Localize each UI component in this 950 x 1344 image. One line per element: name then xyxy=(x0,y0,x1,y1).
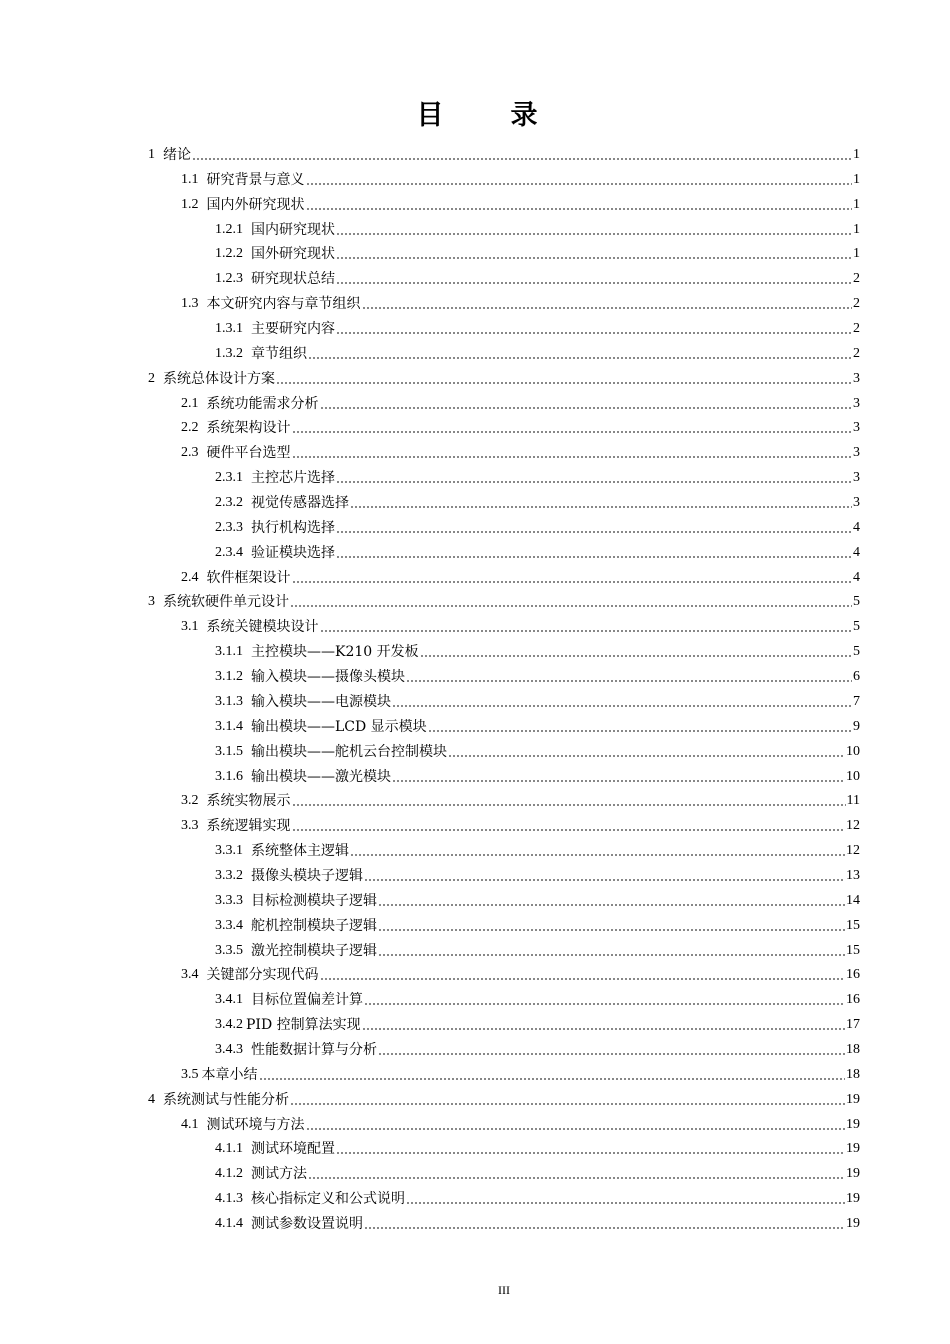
toc-entry-number: 2.3.1 xyxy=(215,470,243,486)
toc-entry-number: 2.3 xyxy=(181,445,199,461)
toc-entry-title: PID 控制算法实现 xyxy=(246,1017,361,1034)
toc-entry-title: 测试方法 xyxy=(251,1166,307,1183)
toc-entry-title: 执行机构选择 xyxy=(251,519,335,536)
toc-leader-dots xyxy=(364,992,845,1006)
toc-entry-number: 3.1.3 xyxy=(215,693,243,709)
toc-leader-dots xyxy=(420,644,852,658)
toc-leader-dots xyxy=(320,619,853,633)
toc-entry[interactable] xyxy=(215,1185,860,1209)
toc-entry[interactable] xyxy=(181,166,860,190)
toc-leader-dots xyxy=(336,222,852,236)
toc-leader-dots xyxy=(292,420,853,434)
toc-leader-dots xyxy=(276,371,852,385)
toc-entry-number: 1.3.2 xyxy=(215,345,243,361)
toc-entry-title: 关键部分实现代码 xyxy=(206,967,319,984)
toc-entry-number: 3.3 xyxy=(181,818,199,834)
toc-leader-dots xyxy=(350,495,852,509)
toc-entry-number: 3.1.2 xyxy=(215,669,243,685)
toc-entry[interactable] xyxy=(215,837,860,861)
toc-entry[interactable] xyxy=(215,887,860,911)
toc-entry-title: 摄像头模块子逻辑 xyxy=(251,867,363,884)
toc-entry[interactable] xyxy=(215,1210,860,1234)
toc-leader-dots xyxy=(378,943,845,957)
toc-entry-title: 研究背景与意义 xyxy=(206,171,305,188)
toc-entry-title: 研究现状总结 xyxy=(251,271,335,288)
toc-entry-number: 3.4.1 xyxy=(215,992,243,1008)
toc-entry-number: 2.1 xyxy=(181,395,199,411)
toc-entry[interactable] xyxy=(148,588,860,612)
toc-entry-number: 2 xyxy=(148,370,155,386)
toc-entry-title: 绪论 xyxy=(163,147,191,163)
toc-entry-page: 2 xyxy=(853,296,860,312)
toc-leader-dots xyxy=(336,470,852,484)
toc-entry-title: 输入模块——电源模块 xyxy=(251,693,391,710)
toc-leader-dots xyxy=(308,346,852,360)
toc-entry-page: 1 xyxy=(853,196,860,212)
toc-entry-number: 3.1.5 xyxy=(215,743,243,759)
toc-leader-dots xyxy=(350,843,845,857)
toc-entry-number: 1.1 xyxy=(181,171,199,187)
page-title: 目 录 xyxy=(416,100,558,131)
toc-leader-dots xyxy=(378,893,845,907)
toc-entry-title: 系统架构设计 xyxy=(206,420,291,437)
toc-entry-page: 3 xyxy=(853,370,860,386)
toc-entry-page: 3 xyxy=(853,395,860,411)
toc-entry-page: 19 xyxy=(846,1116,860,1132)
toc-entry[interactable] xyxy=(181,414,860,438)
toc-entry-page: 3 xyxy=(853,420,860,436)
toc-entry[interactable] xyxy=(215,489,860,513)
toc-entry-number: 3.1 xyxy=(181,619,199,635)
toc-entry-number: 1.2.3 xyxy=(215,271,243,287)
toc-entry-page: 5 xyxy=(853,619,860,635)
toc-entry-page: 19 xyxy=(846,1215,860,1231)
toc-entry[interactable] xyxy=(181,290,860,314)
toc-entry-page: 12 xyxy=(846,843,860,859)
toc-entry-page: 13 xyxy=(846,867,860,883)
toc-entry-number: 3.3.5 xyxy=(215,942,243,958)
toc-leader-dots xyxy=(362,1017,845,1031)
toc-leader-dots xyxy=(336,545,852,559)
toc-entry-number: 1.2 xyxy=(181,196,199,212)
toc-entry-number: 1.3.1 xyxy=(215,321,243,337)
toc-entry-number: 3.1.1 xyxy=(215,644,243,660)
toc-entry-page: 16 xyxy=(846,967,860,983)
toc-entry-title: 系统关键模块设计 xyxy=(206,619,319,636)
toc-entry-number: 1.3 xyxy=(181,296,199,312)
toc-leader-dots xyxy=(192,147,852,161)
toc-entry[interactable] xyxy=(181,1111,860,1135)
toc-entry-number: 3.1.6 xyxy=(215,768,243,784)
toc-entry-title: 系统整体主逻辑 xyxy=(251,843,349,860)
toc-entry[interactable] xyxy=(215,1011,860,1035)
toc-leader-dots xyxy=(290,594,852,608)
toc-entry-title: 国内研究现状 xyxy=(251,221,335,238)
toc-leader-dots xyxy=(336,520,852,534)
toc-entry-title: 本文研究内容与章节组织 xyxy=(206,296,361,313)
toc-entry-page: 4 xyxy=(853,569,860,585)
toc-entry[interactable] xyxy=(215,240,860,264)
toc-entry[interactable] xyxy=(215,862,860,886)
toc-entry-page: 3 xyxy=(853,470,860,486)
toc-entry-number: 2.4 xyxy=(181,569,199,585)
toc-entry[interactable] xyxy=(181,961,860,985)
toc-entry[interactable] xyxy=(215,638,860,662)
toc-entry-page: 1 xyxy=(853,171,860,187)
toc-entry[interactable] xyxy=(181,1061,860,1085)
toc-entry-page: 10 xyxy=(846,743,860,759)
toc-entry-number: 3.4.2 xyxy=(215,1017,243,1033)
toc-entry-page: 7 xyxy=(853,693,860,709)
toc-leader-dots xyxy=(308,1166,845,1180)
toc-entry-page: 19 xyxy=(846,1141,860,1157)
toc-entry-number: 2.3.4 xyxy=(215,544,243,560)
toc-entry[interactable] xyxy=(148,365,860,389)
toc-leader-dots xyxy=(292,818,846,832)
toc-entry-number: 4.1.4 xyxy=(215,1215,243,1231)
toc-entry-title: 测试环境与方法 xyxy=(206,1116,305,1133)
toc-leader-dots xyxy=(336,1141,845,1155)
toc-leader-dots xyxy=(292,445,853,459)
toc-leader-dots xyxy=(336,271,852,285)
toc-leader-dots xyxy=(306,1117,846,1131)
toc-entry[interactable] xyxy=(148,1086,860,1110)
toc-entry-title: 硬件平台选型 xyxy=(206,445,291,462)
toc-entry-page: 4 xyxy=(853,519,860,535)
toc-entry[interactable] xyxy=(215,265,860,289)
toc-entry-title: 目标位置偏差计算 xyxy=(251,992,363,1009)
toc-entry[interactable] xyxy=(181,812,860,836)
toc-leader-dots xyxy=(306,197,853,211)
toc-entry-number: 3.3.4 xyxy=(215,917,243,933)
toc-entry-page: 18 xyxy=(846,1066,860,1082)
toc-leader-dots xyxy=(259,1067,846,1081)
toc-entry-page: 19 xyxy=(846,1191,860,1207)
toc-entry-title: 核心指标定义和公式说明 xyxy=(251,1191,405,1208)
toc-entry[interactable] xyxy=(181,390,860,414)
toc-entry-page: 3 xyxy=(853,495,860,511)
toc-entry-number: 3.3.3 xyxy=(215,892,243,908)
toc-entry-title: 舵机控制模块子逻辑 xyxy=(251,917,377,934)
toc-entry-page: 15 xyxy=(846,942,860,958)
toc-entry-page: 10 xyxy=(846,768,860,784)
toc-entry-page: 1 xyxy=(853,246,860,262)
toc-leader-dots xyxy=(378,1042,845,1056)
toc-entry[interactable] xyxy=(215,216,860,240)
toc-entry-page: 14 xyxy=(846,892,860,908)
toc-leader-dots xyxy=(362,296,853,310)
toc-entry-title: 本章小结 xyxy=(201,1066,258,1083)
toc-entry-number: 4.1.3 xyxy=(215,1191,243,1207)
toc-entry[interactable] xyxy=(215,1160,860,1184)
toc-entry-title: 视觉传感器选择 xyxy=(251,495,349,512)
toc-entry-number: 2.2 xyxy=(181,420,199,436)
toc-entry[interactable] xyxy=(215,937,860,961)
toc-leader-dots xyxy=(392,769,845,783)
toc-entry[interactable] xyxy=(215,514,860,538)
toc-entry[interactable] xyxy=(215,539,860,563)
toc-entry[interactable] xyxy=(148,141,860,165)
toc-entry-page: 4 xyxy=(853,544,860,560)
toc-entry-title: 系统软硬件单元设计 xyxy=(163,594,289,611)
toc-entry-page: 2 xyxy=(853,271,860,287)
toc-entry-number: 4 xyxy=(148,1091,155,1107)
toc-entry-page: 15 xyxy=(846,917,860,933)
toc-entry-title: 测试环境配置 xyxy=(251,1141,335,1158)
toc-entry-page: 19 xyxy=(846,1166,860,1182)
toc-entry[interactable] xyxy=(215,315,860,339)
toc-leader-dots xyxy=(320,396,853,410)
toc-entry-number: 3.1.4 xyxy=(215,718,243,734)
toc-entry-page: 11 xyxy=(846,793,860,809)
toc-entry-page: 5 xyxy=(853,644,860,660)
toc-entry-title: 验证模块选择 xyxy=(251,544,335,561)
toc-entry[interactable] xyxy=(181,613,860,637)
toc-leader-dots xyxy=(292,570,853,584)
toc-entry-title: 输出模块——舵机云台控制模块 xyxy=(251,743,447,760)
toc-entry-page: 2 xyxy=(853,345,860,361)
toc-leader-dots xyxy=(320,967,846,981)
toc-leader-dots xyxy=(292,793,846,807)
toc-entry-title: 国外研究现状 xyxy=(251,246,335,263)
toc-entry-number: 1.2.1 xyxy=(215,221,243,237)
toc-entry-title: 国内外研究现状 xyxy=(206,196,305,213)
toc-entry[interactable] xyxy=(215,986,860,1010)
toc-entry-page: 17 xyxy=(846,1017,860,1033)
toc-entry-number: 1 xyxy=(148,147,155,162)
toc-entry-page: 9 xyxy=(853,718,860,734)
toc-entry[interactable] xyxy=(181,787,860,811)
toc-entry-number: 1.2.2 xyxy=(215,246,243,262)
toc-entry-number: 3.3.1 xyxy=(215,843,243,859)
toc-entry-number: 4.1.2 xyxy=(215,1166,243,1182)
toc-entry[interactable] xyxy=(181,439,860,463)
toc-leader-dots xyxy=(364,868,845,882)
toc-entry-title: 激光控制模块子逻辑 xyxy=(251,942,377,959)
toc-leader-dots xyxy=(448,744,845,758)
toc-entry-title: 主控模块——K210 开发板 xyxy=(251,644,419,661)
toc-leader-dots xyxy=(306,172,853,186)
toc-entry-page: 1 xyxy=(853,147,860,162)
toc-entry-number: 3.4 xyxy=(181,967,199,983)
toc-entry-title: 主要研究内容 xyxy=(251,321,335,338)
toc-entry-title: 目标检测模块子逻辑 xyxy=(251,892,377,909)
toc-entry-title: 系统逻辑实现 xyxy=(206,818,291,835)
toc-entry[interactable] xyxy=(215,340,860,364)
toc-entry-title: 系统总体设计方案 xyxy=(163,370,275,387)
toc-entry-number: 3 xyxy=(148,594,155,610)
toc-entry-title: 系统实物展示 xyxy=(206,793,291,810)
toc-entry-number: 3.4.3 xyxy=(215,1041,243,1057)
toc-entry-title: 主控芯片选择 xyxy=(251,470,335,487)
toc-entry-page: 18 xyxy=(846,1041,860,1057)
toc-entry-title: 章节组织 xyxy=(251,345,307,362)
toc-entry-number: 4.1.1 xyxy=(215,1141,243,1157)
toc-entry[interactable] xyxy=(215,912,860,936)
toc-leader-dots xyxy=(392,694,852,708)
toc-leader-dots xyxy=(290,1092,845,1106)
toc-entry[interactable] xyxy=(215,464,860,488)
toc-entry-title: 软件框架设计 xyxy=(206,569,291,586)
toc-entry-title: 输入模块——摄像头模块 xyxy=(251,669,405,686)
toc-entry-page: 3 xyxy=(853,445,860,461)
toc-leader-dots xyxy=(364,1216,845,1230)
toc-entry[interactable] xyxy=(215,663,860,687)
toc-entry[interactable] xyxy=(181,564,860,588)
toc-leader-dots xyxy=(336,246,852,260)
toc-entry-number: 3.2 xyxy=(181,793,199,809)
toc-entry-number: 3.3.2 xyxy=(215,867,243,883)
toc-entry-title: 性能数据计算与分析 xyxy=(251,1041,377,1058)
toc-entry-page: 2 xyxy=(853,321,860,337)
toc-entry-title: 测试参数设置说明 xyxy=(251,1215,363,1232)
toc-entry-number: 2.3.3 xyxy=(215,519,243,535)
toc-entry-page: 6 xyxy=(853,669,860,685)
toc-entry-page: 1 xyxy=(853,221,860,237)
toc-entry-title: 输出模块——LCD 显示模块 xyxy=(251,718,427,735)
toc-entry-number: 3.5 xyxy=(181,1066,199,1082)
toc-entry-title: 系统功能需求分析 xyxy=(206,395,319,412)
toc-leader-dots xyxy=(336,321,852,335)
toc-entry[interactable] xyxy=(215,1135,860,1159)
toc-entry[interactable] xyxy=(181,191,860,215)
toc-entry-title: 输出模块——激光模块 xyxy=(251,768,391,785)
toc-leader-dots xyxy=(378,918,845,932)
toc-entry-page: 16 xyxy=(846,992,860,1008)
toc-entry-number: 4.1 xyxy=(181,1116,199,1132)
toc-entry[interactable] xyxy=(215,688,860,712)
toc-entry-title: 系统测试与性能分析 xyxy=(163,1091,289,1108)
toc-leader-dots xyxy=(406,1191,845,1205)
toc-leader-dots xyxy=(406,669,852,683)
toc-entry-page: 5 xyxy=(853,594,860,610)
toc-entry-number: 2.3.2 xyxy=(215,495,243,511)
toc-entry[interactable] xyxy=(215,738,860,762)
toc-entry-page: 12 xyxy=(846,818,860,834)
page-number: III xyxy=(498,1283,510,1297)
toc-entry[interactable] xyxy=(215,763,860,787)
toc-entry[interactable] xyxy=(215,1036,860,1060)
toc-entry-page: 19 xyxy=(846,1091,860,1107)
toc-leader-dots xyxy=(428,719,852,733)
toc-entry[interactable] xyxy=(215,713,860,737)
